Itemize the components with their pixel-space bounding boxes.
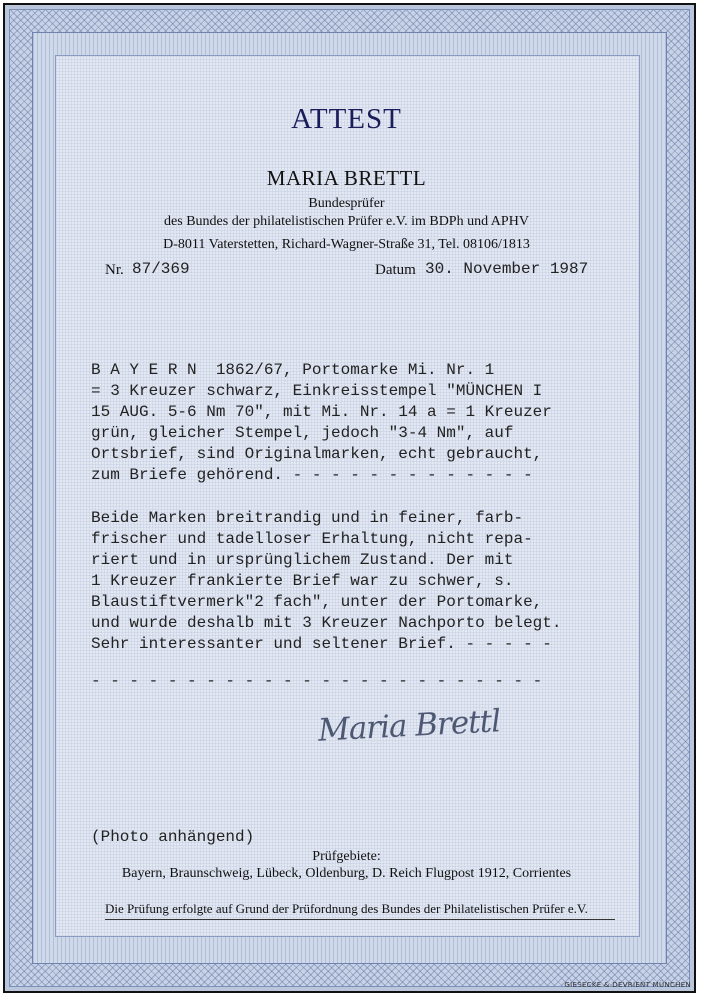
- certificate-number: 87/369: [132, 260, 190, 278]
- scope-title: Prüfgebiete:: [312, 849, 381, 864]
- description-line: 1 Kreuzer frankierte Brief war zu schwer, s.: [91, 572, 514, 590]
- scope-list: Bayern, Braunschweig, Lübeck, Oldenburg, D. Reich Flugpost 1912, Corrientes: [121, 866, 572, 881]
- description-line: grün, gleicher Stempel, jedoch "3-4 Nm", auf: [91, 424, 514, 442]
- certificate-title: ATTEST: [291, 103, 402, 135]
- description-line: frischer und tadelloser Erhaltung, nicht repa-: [91, 530, 533, 548]
- description-line: und wurde deshalb mit 3 Kreuzer Nachporto belegt.: [91, 614, 562, 632]
- description-line: = 3 Kreuzer schwarz, Einkreisstempel "MÜNCHEN I: [91, 382, 543, 400]
- description-line: B A Y E R N 1862/67, Portomarke Mi. Nr. 1: [91, 361, 495, 379]
- expert-address: D-8011 Vaterstetten, Richard-Wagner-Straße 31, Tel. 08106/1813: [163, 237, 530, 252]
- footer-note: Die Prüfung erfolgte auf Grund der Prüfordnung des Bundes der Philatelistischen Prüfer e.V.: [105, 901, 615, 920]
- description-line: Sehr interessanter und seltener Brief. - - - - -: [91, 635, 552, 653]
- description-line: 15 AUG. 5-6 Nm 70", mit Mi. Nr. 14 a = 1 Kreuzer: [91, 403, 552, 421]
- expert-role: Bundesprüfer: [308, 196, 385, 211]
- signature: Maria Brettl: [317, 703, 501, 749]
- photo-note: (Photo anhängend): [91, 828, 255, 846]
- description-line: Blaustiftvermerk"2 fach", unter der Portomarke,: [91, 593, 543, 611]
- printer-mark: GIESECKE & DEVRIENT MÜNCHEN: [564, 981, 691, 989]
- date-label: Datum: [375, 262, 416, 278]
- expert-association: des Bundes der philatelistischen Prüfer e.V. im BDPh und APHV: [164, 214, 529, 229]
- certificate-date: 30. November 1987: [425, 260, 589, 278]
- description-line: riert und in ursprünglichem Zustand. Der mit: [91, 551, 514, 569]
- description-line: Beide Marken breitrandig und in feiner, farb-: [91, 509, 524, 527]
- certificate-number-label: Nr.: [105, 262, 124, 278]
- description-line: zum Briefe gehörend. - - - - - - - - - - - - -: [91, 466, 533, 484]
- description-line: - - - - - - - - - - - - - - - - - - - - - - - -: [91, 672, 543, 690]
- expert-name: MARIA BRETTL: [266, 166, 427, 190]
- description-line: Ortsbrief, sind Originalmarken, echt gebraucht,: [91, 445, 543, 463]
